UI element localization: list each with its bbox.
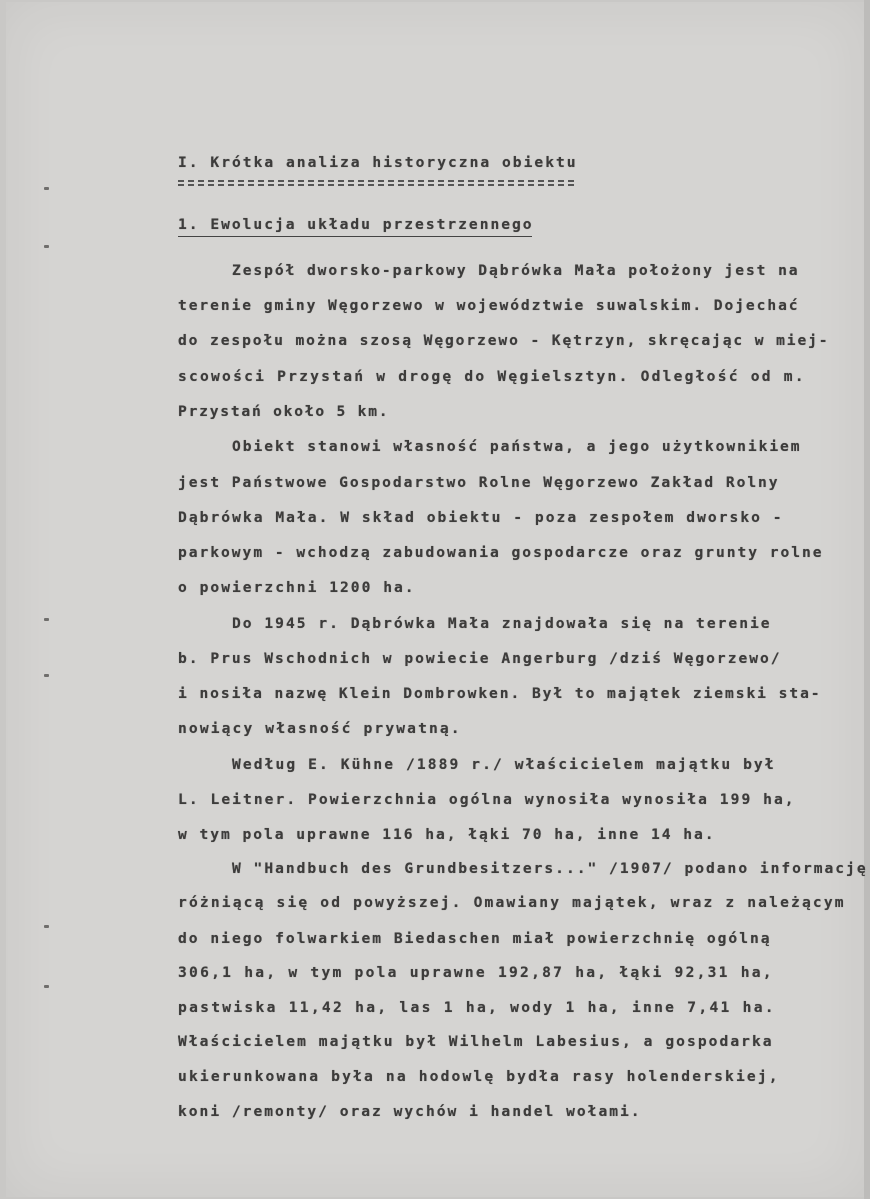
text-line: jest Państwowe Gospodarstwo Rolne Węgorzewo Zakład Rolny — [178, 474, 780, 491]
text-line: do zespołu można szosą Węgorzewo - Kętrzyn, skręcając w miej- — [178, 332, 830, 349]
text-line: terenie gminy Węgorzewo w województwie suwalskim. Dojechać — [178, 297, 800, 314]
subsection-heading: 1. Ewolucja układu przestrzennego — [178, 216, 534, 233]
heading-underline — [178, 180, 574, 186]
text-line: Obiekt stanowi własność państwa, a jego użytkownikiem — [232, 438, 802, 455]
punch-mark — [44, 985, 49, 988]
text-line: pastwiska 11,42 ha, las 1 ha, wody 1 ha, inne 7,41 ha. — [178, 999, 776, 1016]
punch-mark — [44, 925, 49, 928]
text-line: Właścicielem majątku był Wilhelm Labesius, a gospodarka — [178, 1033, 774, 1050]
text-line: Według E. Kühne /1889 r./ właścicielem majątku był — [232, 756, 776, 773]
text-line: i nosiła nazwę Klein Dombrowken. Był to majątek ziemski sta- — [178, 685, 822, 702]
text-line: do niego folwarkiem Biedaschen miał powierzchnię ogólną — [178, 930, 772, 947]
punch-mark — [44, 245, 49, 248]
subheading-underline — [178, 236, 532, 237]
text-line: Przystań około 5 km. — [178, 403, 390, 420]
section-heading: I. Krótka analiza historyczna obiektu — [178, 154, 578, 171]
text-line: ukierunkowana była na hodowlę bydła rasy holenderskiej, — [178, 1068, 780, 1085]
text-line: parkowym - wchodzą zabudowania gospodarcze oraz grunty rolne — [178, 544, 824, 561]
text-line: koni /remonty/ oraz wychów i handel wołami. — [178, 1103, 642, 1120]
punch-mark — [44, 618, 49, 621]
text-line: scowości Przystań w drogę do Węgielsztyn. Odległość od m. — [178, 368, 806, 385]
text-line: 306,1 ha, w tym pola uprawne 192,87 ha, łąki 92,31 ha, — [178, 964, 774, 981]
text-line: Do 1945 r. Dąbrówka Mała znajdowała się na terenie — [232, 615, 772, 632]
text-line: różniącą się od powyższej. Omawiany majątek, wraz z należącym — [178, 894, 846, 911]
text-line: o powierzchni 1200 ha. — [178, 579, 416, 596]
text-line: b. Prus Wschodnich w powiecie Angerburg /dziś Węgorzewo/ — [178, 650, 782, 667]
punch-mark — [44, 674, 49, 677]
text-line: Dąbrówka Mała. W skład obiektu - poza zespołem dworsko - — [178, 509, 784, 526]
text-line: w tym pola uprawne 116 ha, łąki 70 ha, inne 14 ha. — [178, 826, 716, 843]
punch-mark — [44, 187, 49, 190]
text-line: L. Leitner. Powierzchnia ogólna wynosiła wynosiła 199 ha, — [178, 791, 796, 808]
page-edge — [864, 0, 870, 1199]
text-line: Zespół dworsko-parkowy Dąbrówka Mała położony jest na — [232, 262, 800, 279]
text-line: nowiący własność prywatną. — [178, 720, 462, 737]
text-line: W "Handbuch des Grundbesitzers..." /1907/ podano informację — [232, 860, 868, 877]
